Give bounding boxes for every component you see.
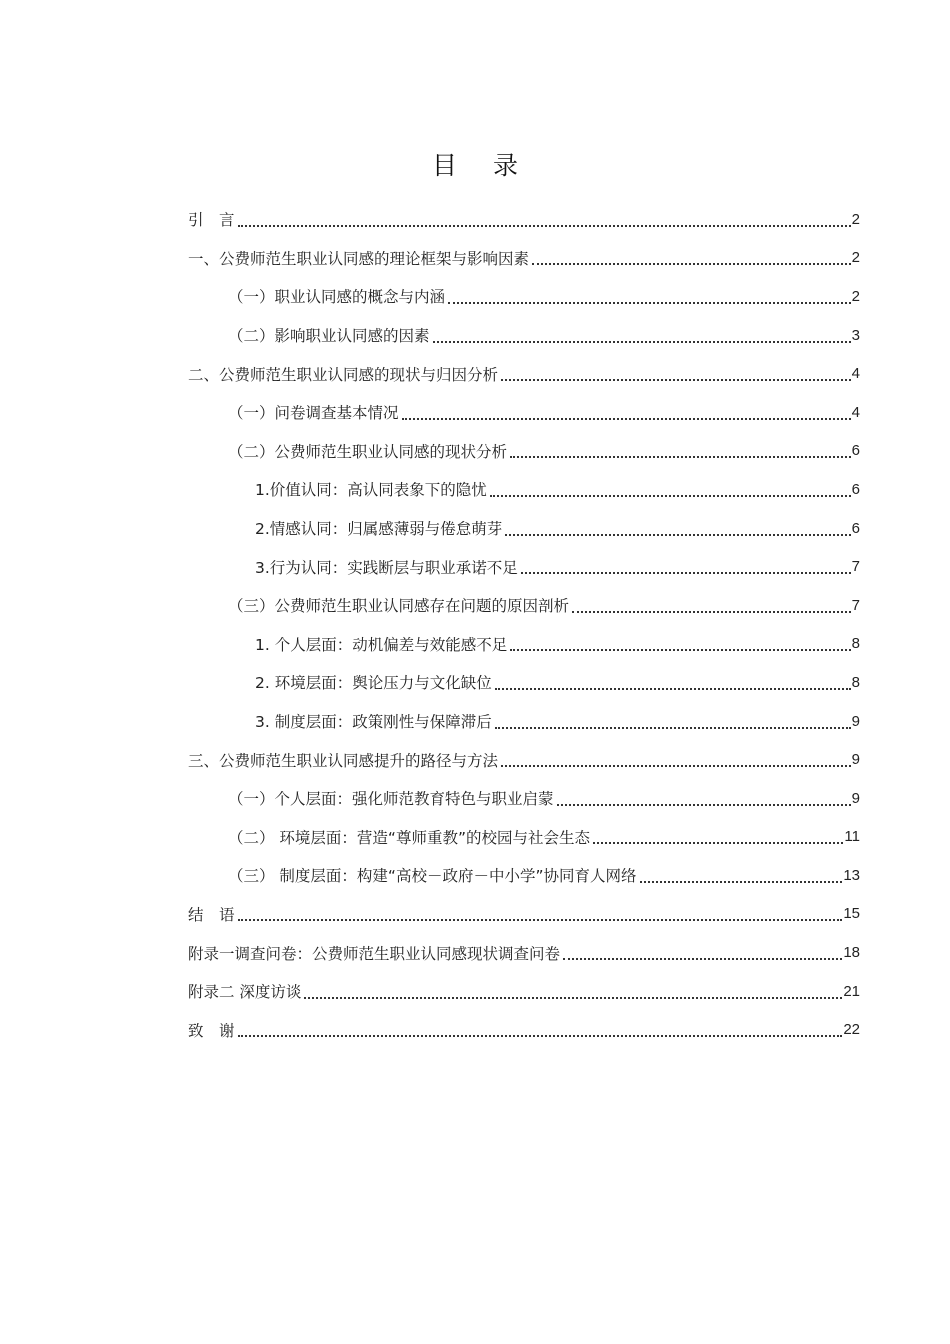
toc-entry-label: （二）影响职业认同感的因素 bbox=[228, 324, 432, 346]
toc-title-part1: 目 bbox=[431, 151, 457, 180]
toc-entry-page: 2 bbox=[851, 210, 860, 228]
toc-entry-page: 6 bbox=[851, 519, 860, 537]
toc-entry-label: （三）公费师范生职业认同感存在问题的原因剖析 bbox=[228, 594, 571, 616]
toc-entry[interactable] bbox=[188, 779, 860, 818]
toc-entry[interactable] bbox=[188, 432, 860, 471]
toc-entry-page: 2 bbox=[851, 249, 860, 267]
toc-entry[interactable] bbox=[188, 818, 860, 857]
dot-leader bbox=[563, 957, 842, 960]
toc-entry-label: 一、公费师范生职业认同感的理论框架与影响因素 bbox=[188, 247, 531, 269]
toc-entry-page: 2 bbox=[851, 287, 860, 305]
dot-leader bbox=[557, 803, 851, 806]
toc-entry-page: 15 bbox=[843, 905, 860, 923]
toc-entry-page: 18 bbox=[843, 944, 860, 962]
dot-leader bbox=[238, 1034, 843, 1037]
toc-entry[interactable] bbox=[188, 586, 860, 625]
dot-leader bbox=[402, 417, 851, 420]
toc-entry[interactable] bbox=[188, 277, 860, 316]
dot-leader bbox=[572, 610, 851, 613]
toc-entry[interactable] bbox=[188, 1010, 860, 1049]
toc-entry-label: （三） 制度层面：构建“高校－政府－中小学”协同育人网络 bbox=[228, 864, 639, 886]
toc-entry-label: 三、公费师范生职业认同感提升的路径与方法 bbox=[188, 749, 500, 771]
toc-entry-label: 附录一调查问卷：公费师范生职业认同感现状调查问卷 bbox=[188, 942, 562, 964]
toc-entry[interactable] bbox=[188, 354, 860, 393]
dot-leader bbox=[593, 841, 843, 844]
toc-entry[interactable] bbox=[188, 547, 860, 586]
toc-entry-page: 22 bbox=[843, 1021, 860, 1039]
dot-leader bbox=[304, 996, 842, 999]
toc-entry-label: （一）问卷调查基本情况 bbox=[228, 401, 401, 423]
toc-entry-label: （二） 环境层面：营造“尊师重教”的校园与社会生态 bbox=[228, 826, 592, 848]
toc-entry-label: （一）职业认同感的概念与内涵 bbox=[228, 285, 447, 307]
toc-title-part2: 录 bbox=[493, 151, 519, 180]
toc-entry-page: 7 bbox=[851, 596, 860, 614]
toc-entry[interactable] bbox=[188, 856, 860, 895]
toc-entry[interactable] bbox=[188, 972, 860, 1011]
dot-leader bbox=[532, 262, 851, 265]
toc-entry[interactable] bbox=[188, 895, 860, 934]
dot-leader bbox=[495, 687, 851, 690]
toc-entry[interactable] bbox=[188, 239, 860, 278]
toc-entry-label: 1.价值认同：高认同表象下的隐忧 bbox=[255, 478, 489, 500]
table-of-contents bbox=[188, 200, 860, 1049]
toc-entry-label: 致 谢 bbox=[188, 1019, 237, 1041]
toc-entry-label: 3.行为认同：实践断层与职业承诺不足 bbox=[255, 556, 520, 578]
toc-entry-label: 1. 个人层面：动机偏差与效能感不足 bbox=[255, 633, 509, 655]
dot-leader bbox=[238, 918, 843, 921]
toc-entry-page: 3 bbox=[851, 326, 860, 344]
toc-entry-label: 二、公费师范生职业认同感的现状与归因分析 bbox=[188, 363, 500, 385]
toc-entry-page: 6 bbox=[851, 480, 860, 498]
toc-entry-label: 引 言 bbox=[188, 208, 237, 230]
toc-entry-label: 附录二 深度访谈 bbox=[188, 980, 303, 1002]
dot-leader bbox=[640, 880, 843, 883]
toc-entry[interactable] bbox=[188, 933, 860, 972]
toc-entry[interactable] bbox=[188, 470, 860, 509]
toc-entry-label: （二）公费师范生职业认同感的现状分析 bbox=[228, 440, 509, 462]
toc-entry-page: 4 bbox=[851, 403, 860, 421]
dot-leader bbox=[501, 764, 851, 767]
toc-entry-page: 21 bbox=[843, 982, 860, 1000]
dot-leader bbox=[501, 378, 851, 381]
toc-entry-page: 7 bbox=[851, 558, 860, 576]
toc-entry-label: （一）个人层面：强化师范教育特色与职业启蒙 bbox=[228, 787, 556, 809]
dot-leader bbox=[521, 571, 851, 574]
toc-entry-page: 9 bbox=[851, 751, 860, 769]
toc-entry[interactable] bbox=[188, 316, 860, 355]
toc-entry[interactable] bbox=[188, 702, 860, 741]
toc-entry-page: 9 bbox=[851, 789, 860, 807]
toc-entry[interactable] bbox=[188, 200, 860, 239]
toc-entry[interactable] bbox=[188, 393, 860, 432]
toc-entry-label: 结 语 bbox=[188, 903, 237, 925]
dot-leader bbox=[495, 726, 851, 729]
toc-entry[interactable] bbox=[188, 625, 860, 664]
dot-leader bbox=[238, 224, 851, 227]
dot-leader bbox=[505, 533, 850, 536]
toc-entry-page: 13 bbox=[843, 866, 860, 884]
toc-entry-label: 2. 环境层面：舆论压力与文化缺位 bbox=[255, 671, 494, 693]
toc-entry[interactable] bbox=[188, 509, 860, 548]
toc-entry-page: 9 bbox=[851, 712, 860, 730]
toc-entry-page: 8 bbox=[851, 635, 860, 653]
dot-leader bbox=[490, 494, 851, 497]
toc-entry-page: 4 bbox=[851, 365, 860, 383]
toc-entry-label: 3. 制度层面：政策刚性与保障滞后 bbox=[255, 710, 494, 732]
toc-entry-label: 2.情感认同：归属感薄弱与倦怠萌芽 bbox=[255, 517, 504, 539]
dot-leader bbox=[433, 340, 851, 343]
toc-entry[interactable] bbox=[188, 740, 860, 779]
toc-title bbox=[0, 146, 950, 182]
toc-entry[interactable] bbox=[188, 663, 860, 702]
toc-entry-page: 11 bbox=[844, 828, 860, 846]
dot-leader bbox=[448, 301, 851, 304]
toc-entry-page: 6 bbox=[851, 442, 860, 460]
dot-leader bbox=[510, 648, 850, 651]
toc-entry-page: 8 bbox=[851, 673, 860, 691]
dot-leader bbox=[510, 455, 851, 458]
